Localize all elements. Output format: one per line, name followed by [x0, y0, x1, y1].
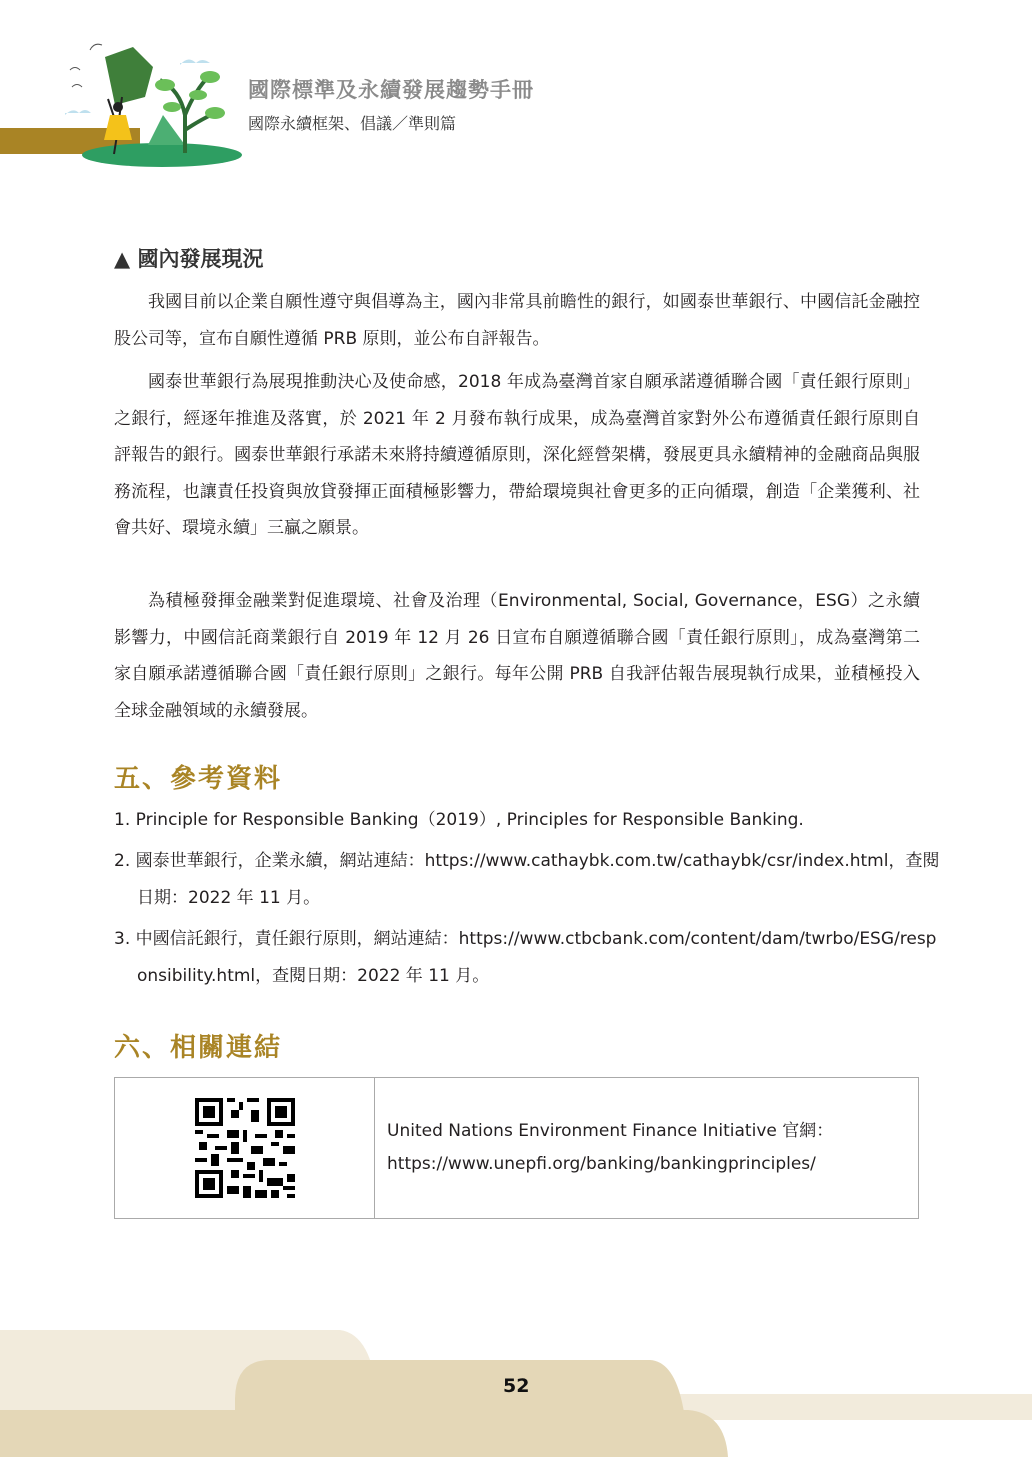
qr-code-icon[interactable]: [195, 1098, 295, 1198]
domestic-heading: [114, 243, 263, 273]
puzzle-piece-icon: [105, 47, 153, 105]
triangle-icon: ▲: [114, 247, 131, 271]
qr-cell: [115, 1078, 375, 1218]
related-links-table: [114, 1077, 919, 1219]
link-label: United Nations Environment Finance Initiative 官網：: [387, 1121, 834, 1141]
handbook-title: 國際標準及永續發展趨勢手冊: [248, 78, 534, 102]
paragraph: 國泰世華銀行為展現推動決心及使命感，2018 年成為臺灣首家自願承諾遵循聯合國「責任銀行原則」之銀行，經逐年推進及落實，於 2021 年 2 月發布執行成果，成為臺灣首家對外公布遵循責任銀行原則自評報告的銀行。國泰世華銀行承諾未來將持續遵循原則，深化經營架構，發展更具永續精神的金融商品與服務流程，也讓責任投資與放貸發揮正面積極影響力，帶給環境與社會更多的正向循環，創造「企業獲利、社會共好、環境永續」三贏之願景。: [114, 372, 920, 538]
reference-item[interactable]: 3. 中國信託銀行，責任銀行原則，網站連結：https://www.ctbcbank.com/content/dam/twrbo/ESG/responsibility.html，查閱日期：2022 年 11 月。: [114, 929, 937, 986]
cloud-icon: [180, 59, 210, 65]
reference-item: 1. Principle for Responsible Banking（2019）, Principles for Responsible Banking.: [114, 810, 804, 830]
person-icon: [104, 115, 132, 140]
link-url[interactable]: https://www.unepfi.org/banking/bankingprinciples/: [387, 1154, 816, 1174]
link-description: [375, 1078, 918, 1218]
page-number: 52: [503, 1375, 530, 1397]
paragraph: 我國目前以企業自願性遵守與倡導為主，國內非常具前瞻性的銀行，如國泰世華銀行、中國信託金融控股公司等，宣布自願性遵循 PRB 原則，並公布自評報告。: [114, 292, 920, 349]
related-links-heading: 六、相關連結: [114, 1033, 283, 1063]
header-illustration: [60, 35, 250, 170]
mountain-icon: [148, 115, 185, 145]
references-heading: 五、參考資料: [114, 764, 283, 794]
birds-icon: [70, 44, 102, 87]
handbook-subtitle: 國際永續框架、倡議／準則篇: [248, 114, 457, 133]
domestic-heading-text: 國內發展現況: [137, 247, 264, 271]
reference-item[interactable]: 2. 國泰世華銀行，企業永續，網站連結：https://www.cathaybk.com.tw/cathaybk/csr/index.html，查閱日期：2022 年 11 月。: [114, 851, 940, 908]
grass-icon: [82, 143, 242, 167]
paragraph: 為積極發揮金融業對促進環境、社會及治理（Environmental, Social, Governance，ESG）之永續影響力，中國信託商業銀行自 2019 年 12 月 26 日宣布自願遵循聯合國「責任銀行原則」，成為臺灣第二家自願承諾遵循聯合國「責任銀行原則」之銀行。每年公開 PRB 自我評估報告展現執行成果，並積極投入全球金融領域的永續發展。: [114, 591, 920, 721]
cloud-icon: [65, 110, 91, 115]
